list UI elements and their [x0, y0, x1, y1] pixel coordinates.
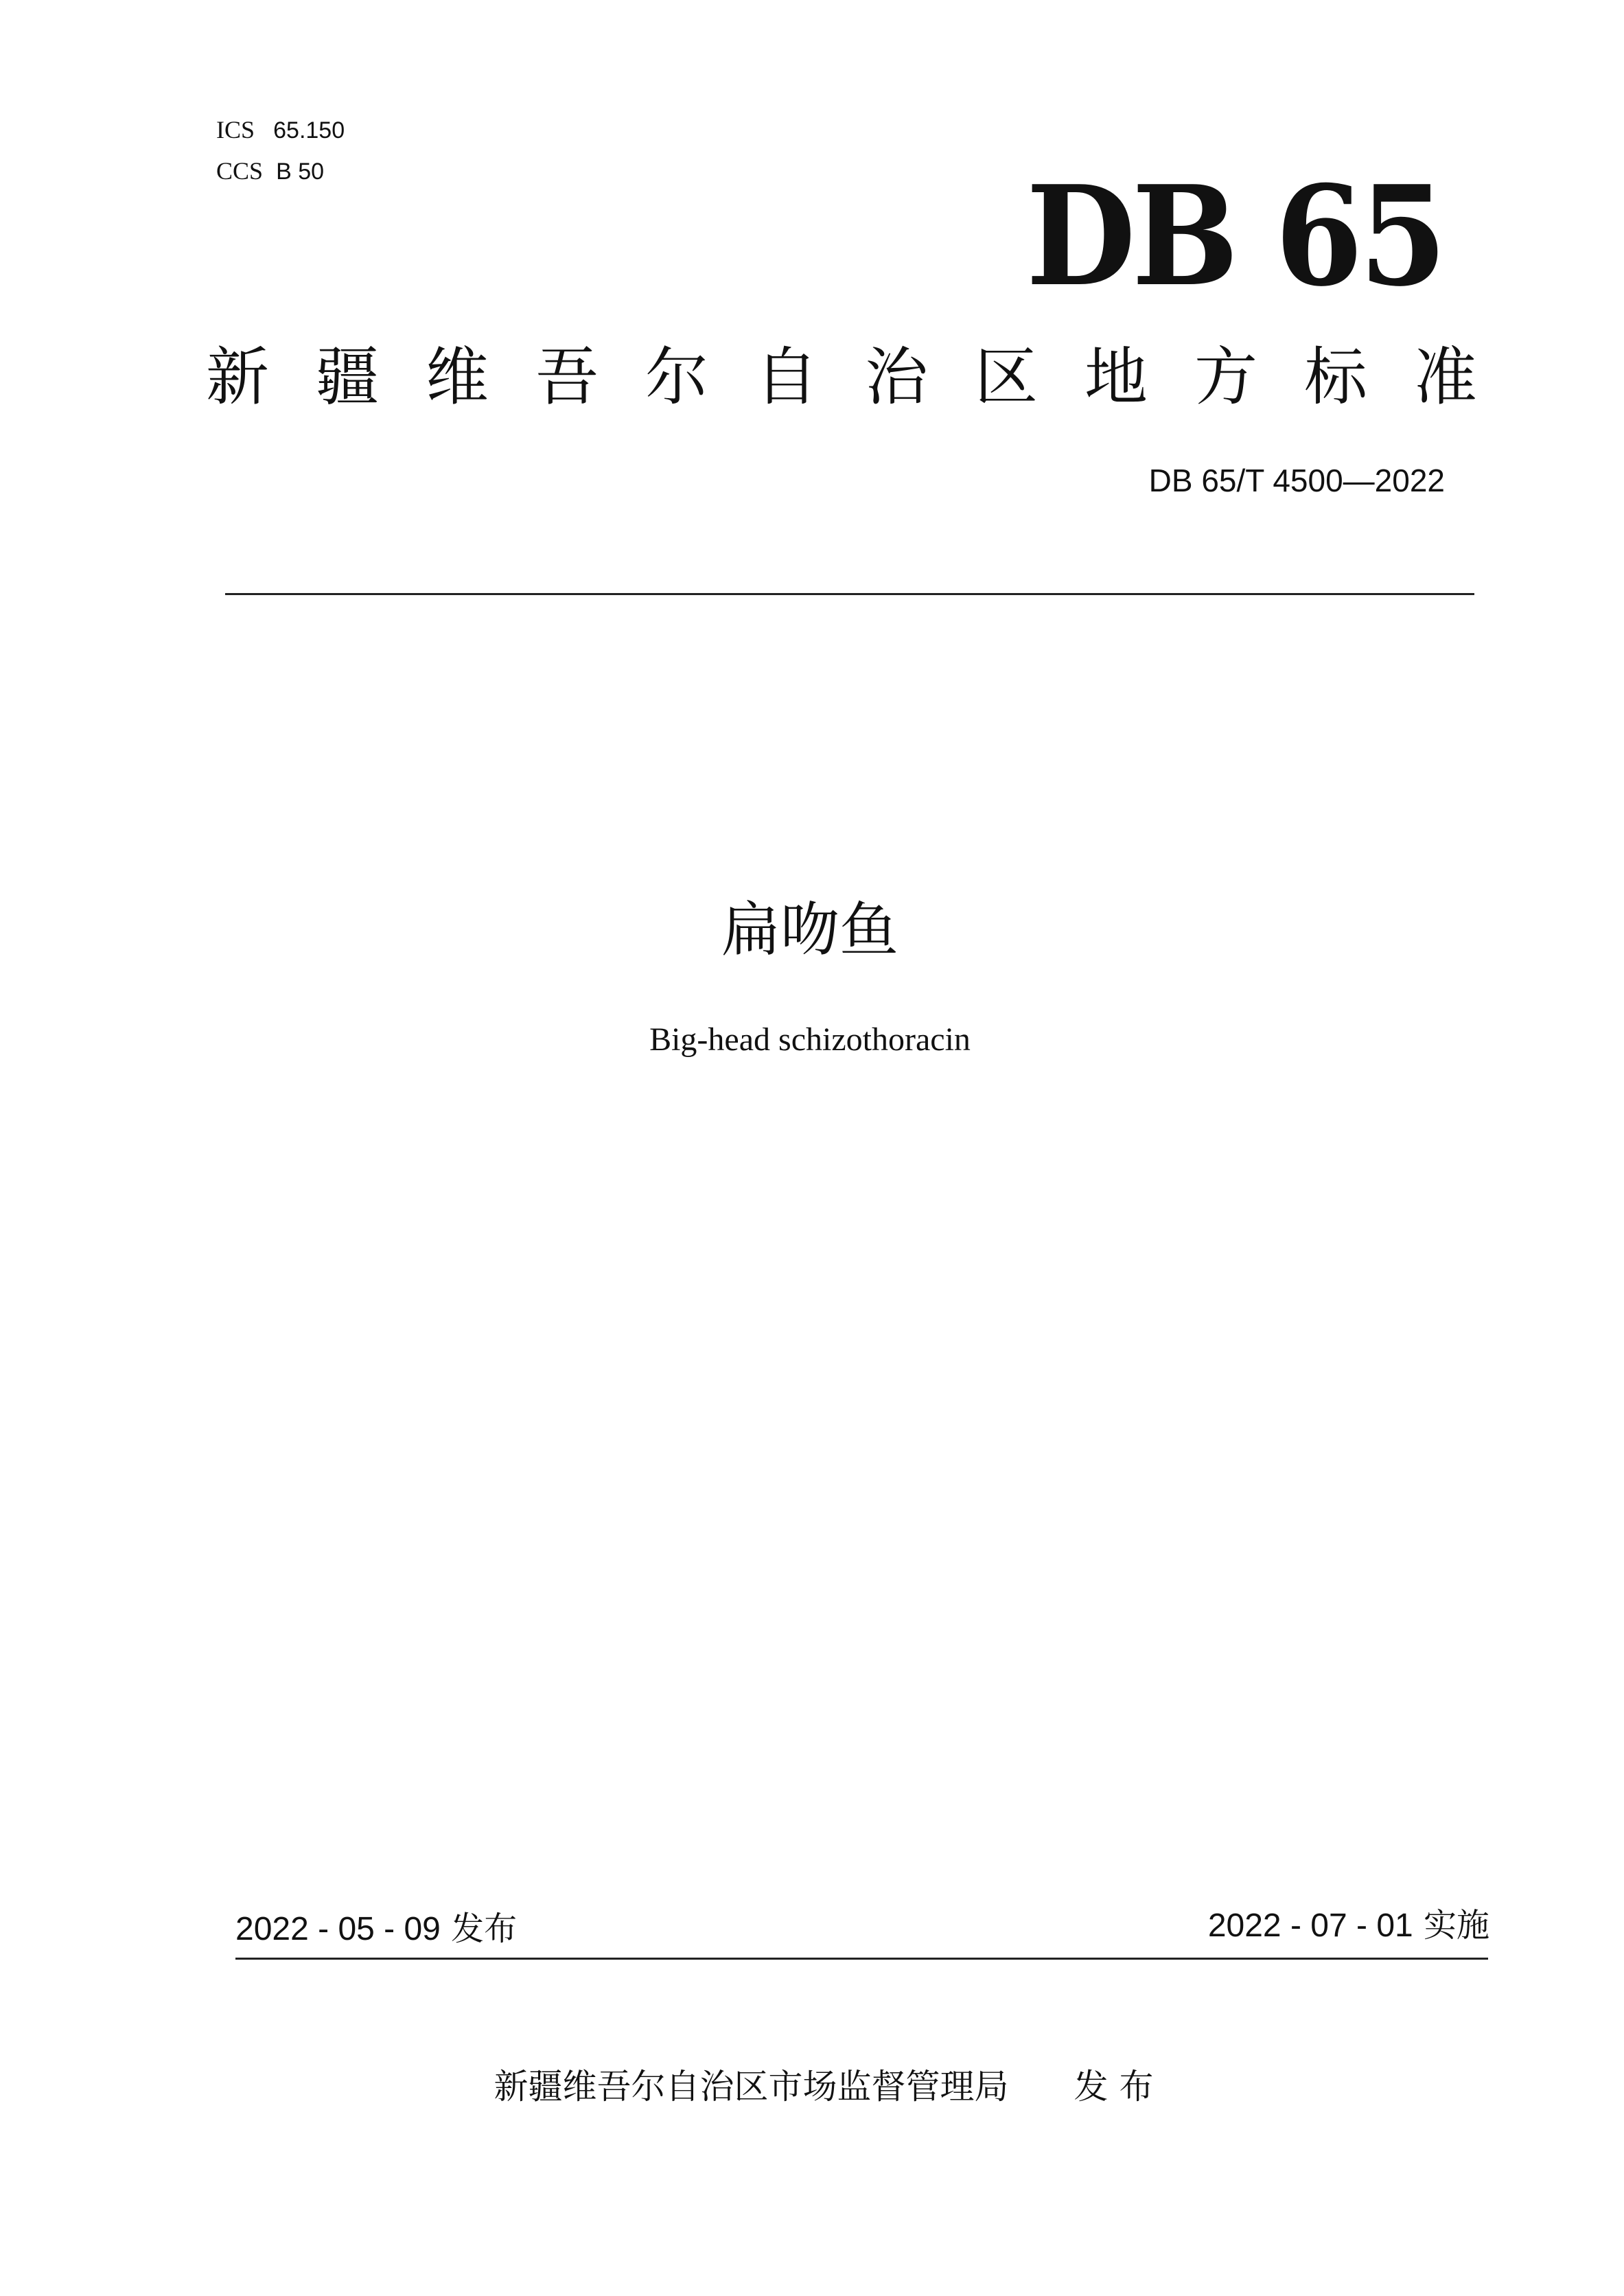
standard-mark: DB 65: [1026, 156, 1443, 317]
issue-date: 2022 - 05 - 09: [235, 1911, 441, 1947]
header-divider: [225, 593, 1474, 595]
effective-date: 2022 - 07 - 01: [1207, 1907, 1413, 1944]
document-title: 扁吻鱼: [721, 896, 898, 964]
publisher-line: [412, 2059, 1236, 2114]
ccs-value: B 50: [276, 159, 325, 185]
ccs-code: [216, 156, 395, 189]
issue-date-line: [235, 1905, 716, 1953]
ics-label: ICS: [216, 116, 255, 143]
standard-number: DB 65/T 4500—2022: [1148, 463, 1445, 498]
publisher-action: 发 布: [1074, 2067, 1154, 2107]
issue-label: 发布: [451, 1910, 518, 1948]
publisher-name: 新疆维吾尔自治区市场监督管理局: [494, 2067, 1009, 2107]
ics-value: 65.150: [273, 117, 345, 143]
org-title: 新疆维吾尔自治区地方标准: [206, 340, 1524, 414]
footer-divider: [235, 1958, 1488, 1960]
effective-label: 实施: [1423, 1906, 1489, 1945]
effective-date-line: [995, 1901, 1489, 1949]
ics-code: [216, 115, 395, 148]
document-title-english: Big-head schizothoracin: [649, 1021, 971, 1058]
ccs-label: CCS: [216, 157, 264, 185]
